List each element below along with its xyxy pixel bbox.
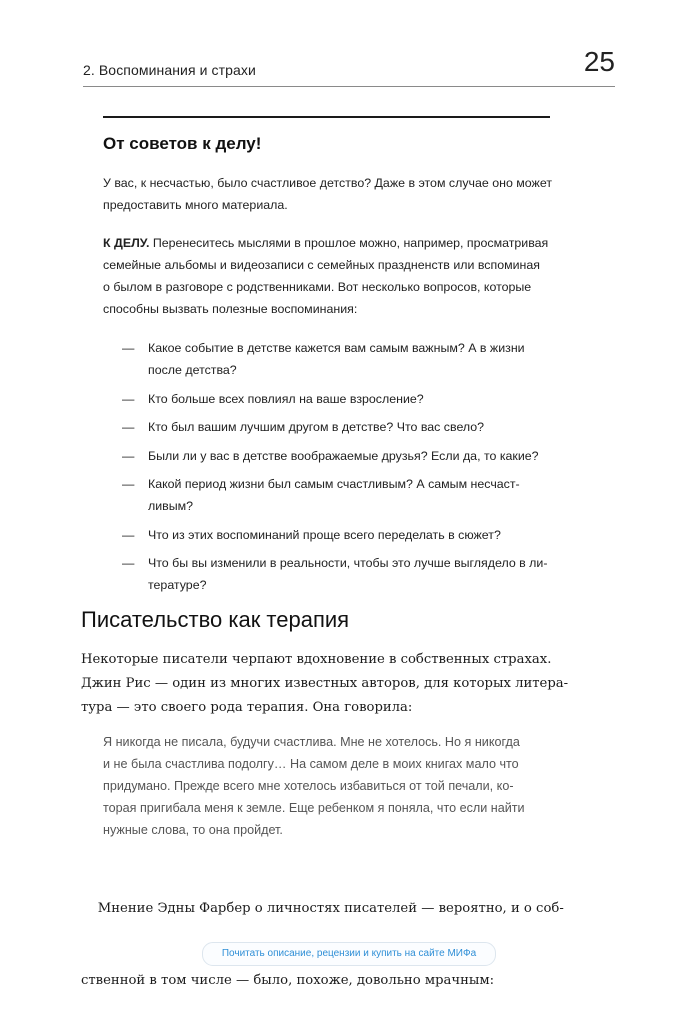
- header-divider: [83, 86, 615, 87]
- dash-bullet: —: [122, 556, 135, 570]
- dash-bullet: —: [122, 448, 135, 463]
- question-line: Кто был вашим лучшим другом в детстве? Что вас свело?: [148, 420, 485, 434]
- quote-line: нужные слова, то она пройдет.: [103, 823, 283, 837]
- question-list: [122, 337, 562, 603]
- action-text: Перенеситесь мыслями в прошлое можно, например, просматривая: [149, 236, 549, 250]
- dash-bullet: —: [122, 391, 135, 406]
- quote-line: Я никогда не писала, будучи счастлива. Мне не хотелось. Но я никогда: [103, 735, 520, 749]
- intro-line: предоставить много материала.: [103, 198, 288, 212]
- quote-line: и не была счастлива подолгу… На самом деле в моих книгах мало что: [103, 757, 519, 771]
- list-item: [122, 524, 562, 546]
- paragraph-line: Мнение Эдны Фарбер о личностях писателей — вероятно, и о соб-: [81, 901, 564, 916]
- intro-line: У вас, к несчастью, было счастливое детство? Даже в этом случае оно может: [103, 176, 552, 190]
- dash-bullet: —: [122, 420, 135, 434]
- quote-line: торая пригибала меня к земле. Еще ребенком я поняла, что если найти: [103, 801, 525, 815]
- list-item: [122, 337, 562, 381]
- paragraph-line: Джин Рис — один из многих известных авторов, для которых литера-: [81, 676, 569, 691]
- list-item: [122, 416, 562, 438]
- list-item: [122, 473, 562, 517]
- buy-on-mif-link[interactable]: Почитать описание, рецензии и купить на сайте МИФа: [202, 942, 496, 966]
- paragraph-line: Некоторые писатели черпают вдохновение в собственных страхах.: [81, 652, 552, 667]
- chapter-title: 2. Воспоминания и страхи: [83, 62, 256, 78]
- question-line: Что бы вы изменили в реальности, чтобы это лучше выглядело в ли-: [148, 556, 548, 570]
- question-line: тературе?: [148, 578, 207, 592]
- body-paragraph: [81, 648, 601, 720]
- action-line: [103, 232, 558, 254]
- question-line: Кто больше всех повлиял на ваше взросление?: [148, 391, 424, 406]
- list-item: [122, 552, 562, 596]
- paragraph-line: ственной в том числе — было, похоже, довольно мрачным:: [81, 973, 495, 988]
- question-line: ливым?: [148, 499, 194, 513]
- section-heading: Писательство как терапия: [81, 607, 350, 632]
- list-item: [122, 388, 562, 410]
- question-line: после детства?: [148, 363, 237, 377]
- action-line: о былом в разговоре с родственниками. Вот несколько вопросов, которые: [103, 280, 532, 294]
- question-line: Были ли у вас в детстве воображаемые друзья? Если да, то какие?: [148, 448, 539, 463]
- paragraph-line: тура — это своего рода терапия. Она говорила:: [81, 700, 413, 715]
- question-line: Какое событие в детстве кажется вам самым важным? А в жизни: [148, 341, 525, 355]
- dash-bullet: —: [122, 341, 135, 355]
- box-title: От советов к делу!: [103, 134, 262, 153]
- block-quote: [103, 731, 573, 841]
- list-item: [122, 445, 562, 467]
- dash-bullet: —: [122, 477, 135, 491]
- dash-bullet: —: [122, 527, 135, 542]
- action-line: способны вызвать полезные воспоминания:: [103, 302, 358, 316]
- action-line: семейные альбомы и видеозаписи с семейных праздненств или вспоминая: [103, 258, 540, 272]
- page-number: 25: [583, 46, 615, 77]
- quote-line: придумано. Прежде всего мне хотелось избавиться от той печали, ко-: [103, 779, 514, 793]
- box-action: [103, 232, 558, 320]
- question-line: Какой период жизни был самым счастливым? А самым несчаст-: [148, 477, 520, 491]
- body-paragraph: [81, 849, 601, 1017]
- box-intro: [103, 172, 558, 216]
- box-top-rule: [103, 116, 550, 118]
- action-label: К ДЕЛУ.: [103, 236, 150, 250]
- question-line: Что из этих воспоминаний проще всего переделать в сюжет?: [148, 527, 501, 542]
